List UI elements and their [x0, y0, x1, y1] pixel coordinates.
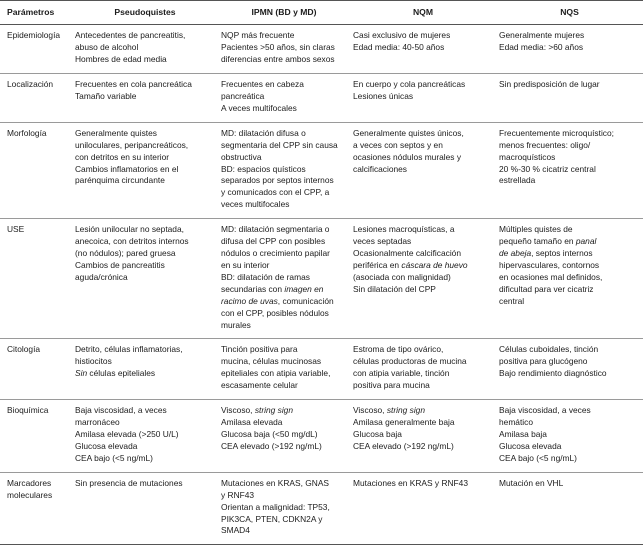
cell-line: mucina, células mucinosas: [221, 356, 322, 367]
cell-line: murales: [221, 319, 251, 330]
cell-line: con detritos en su interior: [75, 151, 170, 162]
row-parameter-label: Marcadores moleculares: [0, 472, 72, 545]
cell-line: marronáceo: [75, 417, 120, 428]
cell-pseudoquistes: [72, 73, 218, 122]
cell-line: Glucosa elevada: [499, 440, 562, 451]
cell-pseudoquistes: [72, 339, 218, 400]
cell-line: Mutaciones en KRAS, GNAS: [221, 477, 329, 488]
cell-line: epiteliales con atipia variable,: [221, 368, 331, 379]
cell-line: segmentaria del CPP sin causa: [221, 139, 338, 150]
cell-line: células productoras de mucina: [353, 356, 467, 367]
cell-line: pequeño tamaño en panal: [499, 236, 597, 247]
cell-line: veces septadas: [353, 236, 412, 247]
table-row: [0, 339, 643, 400]
cell-line: Frecuentes en cola pancreática: [75, 78, 192, 89]
column-header-ipmn: IPMN (BD y MD): [218, 1, 350, 25]
cell-line: Sin predisposición de lugar: [499, 78, 600, 89]
cell-line: parénquima circundante: [75, 175, 165, 186]
column-header-nqm: NQM: [350, 1, 496, 25]
cell-line: en ocasiones mal definidos,: [499, 271, 603, 282]
cell-line: Lesiones macroquísticas, a: [353, 224, 455, 235]
cell-line: periférica en cáscara de huevo: [353, 259, 468, 270]
cell-line: Lesión unilocular no septada,: [75, 224, 184, 235]
cell-line: positiva para glucógeno: [499, 356, 588, 367]
cell-ipmn: [218, 25, 350, 74]
cell-line: dificultad para ver cicatriz: [499, 283, 594, 294]
cell-nqs: [496, 400, 643, 473]
cell-line: uniloculares, peripancreáticos,: [75, 139, 189, 150]
cell-line: aguda/crónica: [75, 271, 128, 282]
cell-nqm: [350, 25, 496, 74]
cell-line: Baja viscosidad, a veces: [75, 405, 167, 416]
row-parameter-label: Morfología: [0, 122, 72, 218]
cell-line: Tamaño variable: [75, 90, 137, 101]
cell-line: Mutaciones en KRAS y RNF43: [353, 477, 468, 488]
cell-line: Mutación en VHL: [499, 477, 564, 488]
cell-line: Amilasa elevada: [221, 417, 283, 428]
cell-ipmn: [218, 339, 350, 400]
cell-pseudoquistes: [72, 400, 218, 473]
cell-ipmn: [218, 73, 350, 122]
cell-line: Viscoso, string sign: [353, 405, 425, 416]
cell-line: en su interior: [221, 259, 270, 270]
cell-nqm: [350, 73, 496, 122]
cell-line: PIK3CA, PTEN, CDKN2A y: [221, 513, 323, 524]
cell-line: con el CPP, posibles nódulos: [221, 307, 329, 318]
cell-line: Orientan a malignidad: TP53,: [221, 501, 330, 512]
cell-line: veces multifocales: [221, 199, 290, 210]
cell-line: NQP más frecuente: [221, 30, 295, 41]
header-row: [0, 1, 643, 25]
cell-line: obstructiva: [221, 151, 262, 162]
table-row: [0, 122, 643, 218]
cell-nqm: [350, 400, 496, 473]
cell-line: Sin presencia de mutaciones: [75, 477, 183, 488]
column-header-nqs: NQS: [496, 1, 643, 25]
cell-line: Antecedentes de pancreatitis,: [75, 30, 186, 41]
cell-line: Sin dilatación del CPP: [353, 283, 436, 294]
cell-line: MD: dilatación segmentaria o: [221, 224, 330, 235]
table-header: [0, 1, 643, 25]
cell-line: de abeja, septos internos: [499, 248, 593, 259]
cell-line: 20 %-30 % cicatriz central: [499, 163, 596, 174]
cell-line: macroquísticos: [499, 151, 556, 162]
cell-line: BD: espacios quísticos: [221, 163, 306, 174]
row-parameter-label: Localización: [0, 73, 72, 122]
column-header-parametros: Parámetros: [0, 1, 72, 25]
table-body: [0, 25, 643, 545]
cell-line: menos frecuentes: oligo/: [499, 139, 591, 150]
cell-line: Frecuentemente microquístico;: [499, 127, 614, 138]
cell-line: secundarias con imagen en: [221, 283, 324, 294]
cell-nqm: [350, 339, 496, 400]
cell-line: CEA elevado (>192 ng/mL): [221, 440, 322, 451]
cell-line: Células cuboidales, tinción: [499, 344, 599, 355]
cell-line: Múltiples quistes de: [499, 224, 573, 235]
cell-ipmn: [218, 219, 350, 339]
cell-line: Cambios inflamatorios en el: [75, 163, 179, 174]
column-header-pseudoquistes: Pseudoquistes: [72, 1, 218, 25]
cell-line: Estroma de tipo ovárico,: [353, 344, 444, 355]
table-row: [0, 73, 643, 122]
cell-line: CEA elevado (>192 ng/mL): [353, 440, 454, 451]
cell-line: escasamente celular: [221, 380, 298, 391]
cell-line: con atipia variable, tinción: [353, 368, 450, 379]
cell-line: Glucosa baja: [353, 429, 402, 440]
cell-line: Glucosa elevada: [75, 440, 138, 451]
cell-line: Generalmente quistes únicos,: [353, 127, 464, 138]
cell-line: hemático: [499, 417, 533, 428]
cell-nqs: [496, 25, 643, 74]
cell-nqm: [350, 122, 496, 218]
cell-line: MD: dilatación difusa o: [221, 127, 306, 138]
row-parameter-label: Bioquímica: [0, 400, 72, 473]
cell-line: positiva para mucina: [353, 380, 430, 391]
cell-nqm: [350, 219, 496, 339]
cell-line: CEA bajo (<5 ng/mL): [499, 452, 577, 463]
cell-line: histiocitos: [75, 356, 112, 367]
cell-nqs: [496, 339, 643, 400]
cell-line: central: [499, 295, 525, 306]
cell-line: y comunicados con el CPP, a: [221, 187, 330, 198]
cell-line: Generalmente mujeres: [499, 30, 585, 41]
cell-ipmn: [218, 400, 350, 473]
cell-line: Frecuentes en cabeza: [221, 78, 304, 89]
cell-line: y RNF43: [221, 489, 255, 500]
cell-line: difusa del CPP con posibles: [221, 236, 326, 247]
cell-line: Generalmente quistes: [75, 127, 157, 138]
cell-line: (no nódulos); pared gruesa: [75, 248, 176, 259]
cell-nqs: [496, 122, 643, 218]
cell-line: ocasiones nódulos murales y: [353, 151, 462, 162]
cell-line: (asociada con malignidad): [353, 271, 451, 282]
cell-line: Bajo rendimiento diagnóstico: [499, 368, 607, 379]
cell-line: A veces multifocales: [221, 102, 297, 113]
cell-pseudoquistes: [72, 472, 218, 545]
cell-ipmn: [218, 122, 350, 218]
cell-line: a veces con septos y en: [353, 139, 443, 150]
cell-line: estrellada: [499, 175, 536, 186]
cell-line: Glucosa baja (<50 mg/dL): [221, 429, 318, 440]
cell-line: separados por septos internos: [221, 175, 334, 186]
cell-line: Amilasa elevada (>250 U/L): [75, 429, 179, 440]
cell-line: abuso de alcohol: [75, 42, 139, 53]
cell-line: Hombres de edad media: [75, 54, 167, 65]
cell-line: racimo de uvas, comunicación: [221, 295, 334, 306]
table-row: [0, 400, 643, 473]
cell-line: Pacientes >50 años, sin claras: [221, 42, 335, 53]
cell-pseudoquistes: [72, 122, 218, 218]
cell-line: En cuerpo y cola pancreáticas: [353, 78, 466, 89]
cell-line: CEA bajo (<5 ng/mL): [75, 452, 153, 463]
table-row: [0, 25, 643, 74]
row-parameter-label: Epidemiología: [0, 25, 72, 74]
cell-line: BD: dilatación de ramas: [221, 271, 310, 282]
cell-line: SMAD4: [221, 525, 250, 536]
cell-nqm: [350, 472, 496, 545]
cell-line: Cambios de pancreatitis: [75, 259, 165, 270]
cell-line: Amilasa baja: [499, 429, 547, 440]
cell-line: Tinción positiva para: [221, 344, 298, 355]
cell-line: nódulos o crecimiento papilar: [221, 248, 330, 259]
cell-nqs: [496, 472, 643, 545]
cell-nqs: [496, 219, 643, 339]
row-parameter-label: Citología: [0, 339, 72, 400]
cell-pseudoquistes: [72, 219, 218, 339]
cell-line: anecoica, con detritos internos: [75, 236, 189, 247]
cell-line: Amilasa generalmente baja: [353, 417, 455, 428]
cell-line: Casi exclusivo de mujeres: [353, 30, 451, 41]
row-parameter-label: USE: [0, 219, 72, 339]
cell-line: pancreática: [221, 90, 265, 101]
cell-line: Ocasionalmente calcificación: [353, 248, 461, 259]
table-row: [0, 472, 643, 545]
cell-line: Baja viscosidad, a veces: [499, 405, 591, 416]
cell-nqs: [496, 73, 643, 122]
cell-line: Edad media: >60 años: [499, 42, 584, 53]
cell-line: Sin células epiteliales: [75, 368, 156, 379]
cell-line: diferencias entre ambos sexos: [221, 54, 335, 65]
cell-line: Edad media: 40-50 años: [353, 42, 445, 53]
cell-line: hipervasculares, contornos: [499, 259, 600, 270]
cell-line: Detrito, células inflamatorias,: [75, 344, 183, 355]
cell-pseudoquistes: [72, 25, 218, 74]
cell-ipmn: [218, 472, 350, 545]
cell-line: Viscoso, string sign: [221, 405, 293, 416]
table-row: [0, 219, 643, 339]
cell-line: calcificaciones: [353, 163, 407, 174]
cell-line: Lesiones únicas: [353, 90, 414, 101]
